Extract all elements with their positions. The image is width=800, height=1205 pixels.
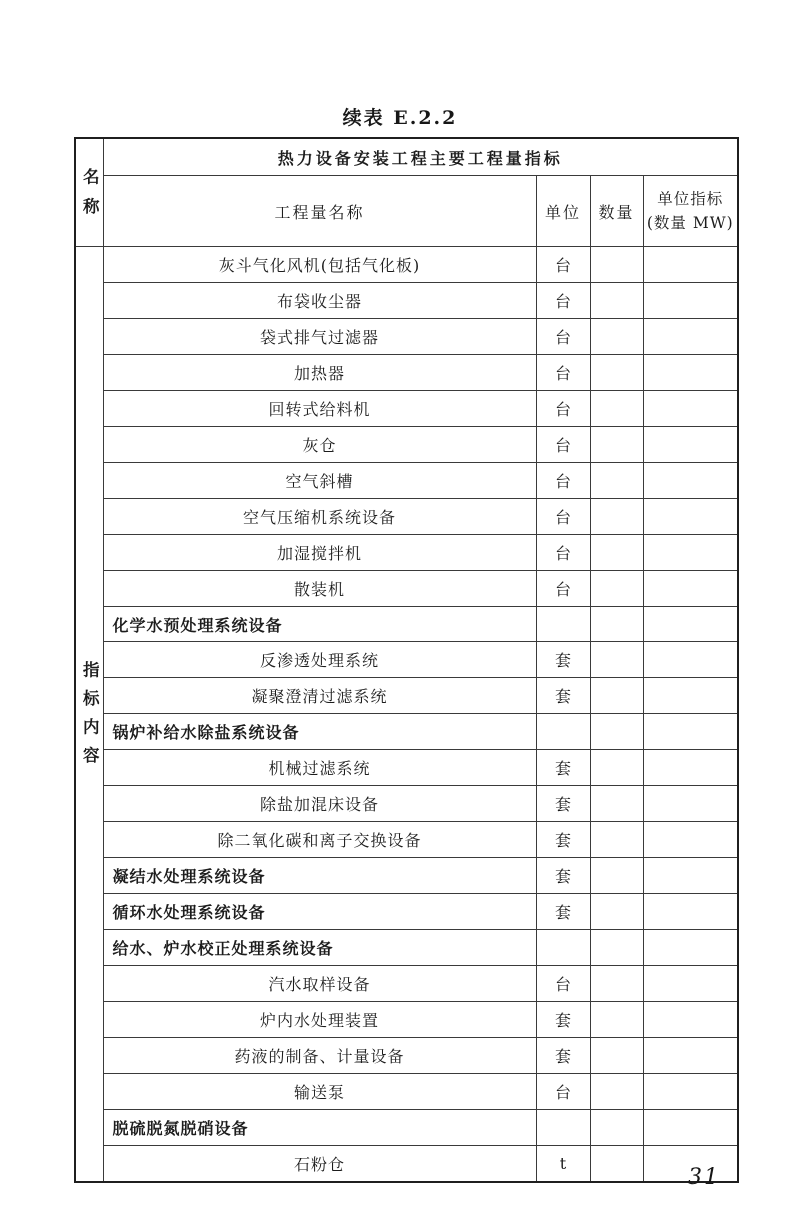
- table-row: [75, 534, 738, 570]
- cell-quantity: [590, 1109, 643, 1145]
- section-row-label: 化学水预处理系统设备: [103, 606, 536, 642]
- table-row: [75, 678, 738, 714]
- cell-indicator: [643, 390, 738, 426]
- cell-quantity: [590, 498, 643, 534]
- row-group-label-content-cell: [75, 247, 103, 1182]
- table-row: [75, 318, 738, 354]
- item-row-label: 布袋收尘器: [103, 282, 536, 318]
- cell-quantity: [590, 894, 643, 930]
- item-row-label: 输送泵: [103, 1073, 536, 1109]
- cell-unit: 台: [536, 966, 590, 1002]
- cell-indicator: [643, 750, 738, 786]
- cell-quantity: [590, 426, 643, 462]
- cell-unit: [536, 930, 590, 966]
- table-row: [75, 1002, 738, 1038]
- cell-quantity: [590, 1037, 643, 1073]
- column-header-quantity: 数量: [590, 176, 643, 247]
- cell-unit: 台: [536, 570, 590, 606]
- cell-quantity: [590, 714, 643, 750]
- cell-quantity: [590, 642, 643, 678]
- item-row-label: 炉内水处理装置: [103, 1002, 536, 1038]
- cell-quantity: [590, 930, 643, 966]
- cell-indicator: [643, 1073, 738, 1109]
- table-header-title: 热力设备安装工程主要工程量指标: [103, 138, 738, 176]
- cell-quantity: [590, 247, 643, 283]
- cell-quantity: [590, 534, 643, 570]
- cell-indicator: [643, 354, 738, 390]
- cell-unit: 套: [536, 786, 590, 822]
- table-row: [75, 282, 738, 318]
- table-row: [75, 642, 738, 678]
- cell-unit: 台: [536, 390, 590, 426]
- vertical-label-content: 指标内容: [80, 660, 100, 775]
- cell-unit: 套: [536, 1037, 590, 1073]
- column-header-unit-indicator-line2: (数量 MW): [646, 214, 734, 232]
- cell-unit: 套: [536, 750, 590, 786]
- cell-quantity: [590, 750, 643, 786]
- cell-indicator: [643, 714, 738, 750]
- cell-quantity: [590, 1002, 643, 1038]
- table-row: [75, 354, 738, 390]
- table-body: [75, 138, 738, 1182]
- column-header-unit: 单位: [536, 176, 590, 247]
- cell-quantity: [590, 1145, 643, 1181]
- item-row-label: 石粉仓: [103, 1145, 536, 1181]
- cell-unit: [536, 714, 590, 750]
- cell-indicator: [643, 786, 738, 822]
- cell-unit: 台: [536, 462, 590, 498]
- table-row: [75, 822, 738, 858]
- cell-quantity: [590, 606, 643, 642]
- page-number: 31: [688, 1165, 720, 1190]
- section-row-label: 锅炉补给水除盐系统设备: [103, 714, 536, 750]
- item-row-label: 加湿搅拌机: [103, 534, 536, 570]
- cell-indicator: [643, 247, 738, 283]
- cell-indicator: [643, 282, 738, 318]
- item-row-label: 袋式排气过滤器: [103, 318, 536, 354]
- cell-quantity: [590, 282, 643, 318]
- cell-indicator: [643, 462, 738, 498]
- table-row: [75, 606, 738, 642]
- table-row: [75, 570, 738, 606]
- item-row-label: 汽水取样设备: [103, 966, 536, 1002]
- cell-indicator: [643, 858, 738, 894]
- table-row: [75, 786, 738, 822]
- column-header-unit-indicator-line1: 单位指标: [657, 189, 724, 208]
- cell-quantity: [590, 858, 643, 894]
- item-row-label: 空气压缩机系统设备: [103, 498, 536, 534]
- item-row-label: 除盐加混床设备: [103, 786, 536, 822]
- cell-indicator: [643, 318, 738, 354]
- table-row: [75, 426, 738, 462]
- table-row: [75, 858, 738, 894]
- cell-indicator: [643, 606, 738, 642]
- cell-indicator: [643, 1109, 738, 1145]
- item-row-label: 凝聚澄清过滤系统: [103, 678, 536, 714]
- table-row: [75, 1073, 738, 1109]
- item-row-label: 空气斜槽: [103, 462, 536, 498]
- cell-indicator: [643, 642, 738, 678]
- table-row: [75, 390, 738, 426]
- cell-quantity: [590, 390, 643, 426]
- cell-quantity: [590, 966, 643, 1002]
- table-row: [75, 1109, 738, 1145]
- table-row: [75, 462, 738, 498]
- item-row-label: 反渗透处理系统: [103, 642, 536, 678]
- item-row-label: 灰斗气化风机(包括气化板): [103, 247, 536, 283]
- cell-unit: 套: [536, 894, 590, 930]
- cell-indicator: [643, 894, 738, 930]
- cell-quantity: [590, 678, 643, 714]
- table-row: [75, 930, 738, 966]
- indicator-table: [74, 137, 739, 1183]
- section-row-label: 给水、炉水校正处理系统设备: [103, 930, 536, 966]
- table-row: [75, 966, 738, 1002]
- cell-indicator: [643, 534, 738, 570]
- cell-unit: 台: [536, 1073, 590, 1109]
- item-row-label: 回转式给料机: [103, 390, 536, 426]
- table-header-row-1: [75, 138, 738, 176]
- column-header-unit-indicator: [643, 176, 738, 247]
- table-row: [75, 498, 738, 534]
- column-header-name: 工程量名称: [103, 176, 536, 247]
- cell-indicator: [643, 966, 738, 1002]
- section-row-label: 凝结水处理系统设备: [103, 858, 536, 894]
- cell-unit: 台: [536, 354, 590, 390]
- cell-indicator: [643, 498, 738, 534]
- cell-unit: 台: [536, 426, 590, 462]
- item-row-label: 加热器: [103, 354, 536, 390]
- cell-quantity: [590, 822, 643, 858]
- cell-quantity: [590, 786, 643, 822]
- cell-unit: 台: [536, 498, 590, 534]
- cell-quantity: [590, 1073, 643, 1109]
- item-row-label: 散装机: [103, 570, 536, 606]
- cell-quantity: [590, 318, 643, 354]
- cell-indicator: [643, 1037, 738, 1073]
- table-row: [75, 1145, 738, 1181]
- table-row: [75, 247, 738, 283]
- cell-unit: 台: [536, 282, 590, 318]
- cell-unit: [536, 606, 590, 642]
- cell-indicator: [643, 678, 738, 714]
- cell-unit: 台: [536, 534, 590, 570]
- table-row: [75, 750, 738, 786]
- cell-unit: 台: [536, 318, 590, 354]
- cell-unit: 套: [536, 858, 590, 894]
- cell-unit: 套: [536, 1002, 590, 1038]
- section-row-label: 循环水处理系统设备: [103, 894, 536, 930]
- cell-quantity: [590, 570, 643, 606]
- table-row: [75, 894, 738, 930]
- table-row: [75, 714, 738, 750]
- cell-unit: 套: [536, 822, 590, 858]
- table-header-row-2: [75, 176, 738, 247]
- cell-unit: 套: [536, 642, 590, 678]
- cell-quantity: [590, 354, 643, 390]
- section-row-label: 脱硫脱氮脱硝设备: [103, 1109, 536, 1145]
- item-row-label: 除二氧化碳和离子交换设备: [103, 822, 536, 858]
- cell-unit: 套: [536, 678, 590, 714]
- cell-indicator: [643, 426, 738, 462]
- table-row: [75, 1037, 738, 1073]
- item-row-label: 灰仓: [103, 426, 536, 462]
- cell-indicator: [643, 822, 738, 858]
- table-title: 续表 E.2.2: [342, 107, 458, 129]
- cell-indicator: [643, 1002, 738, 1038]
- row-group-label-name-cell: [75, 138, 103, 247]
- cell-quantity: [590, 462, 643, 498]
- cell-unit: [536, 1109, 590, 1145]
- cell-indicator: [643, 930, 738, 966]
- cell-unit: t: [536, 1145, 590, 1181]
- item-row-label: 药液的制备、计量设备: [103, 1037, 536, 1073]
- vertical-label-name: 名称: [80, 167, 100, 227]
- cell-indicator: [643, 570, 738, 606]
- cell-unit: 台: [536, 247, 590, 283]
- item-row-label: 机械过滤系统: [103, 750, 536, 786]
